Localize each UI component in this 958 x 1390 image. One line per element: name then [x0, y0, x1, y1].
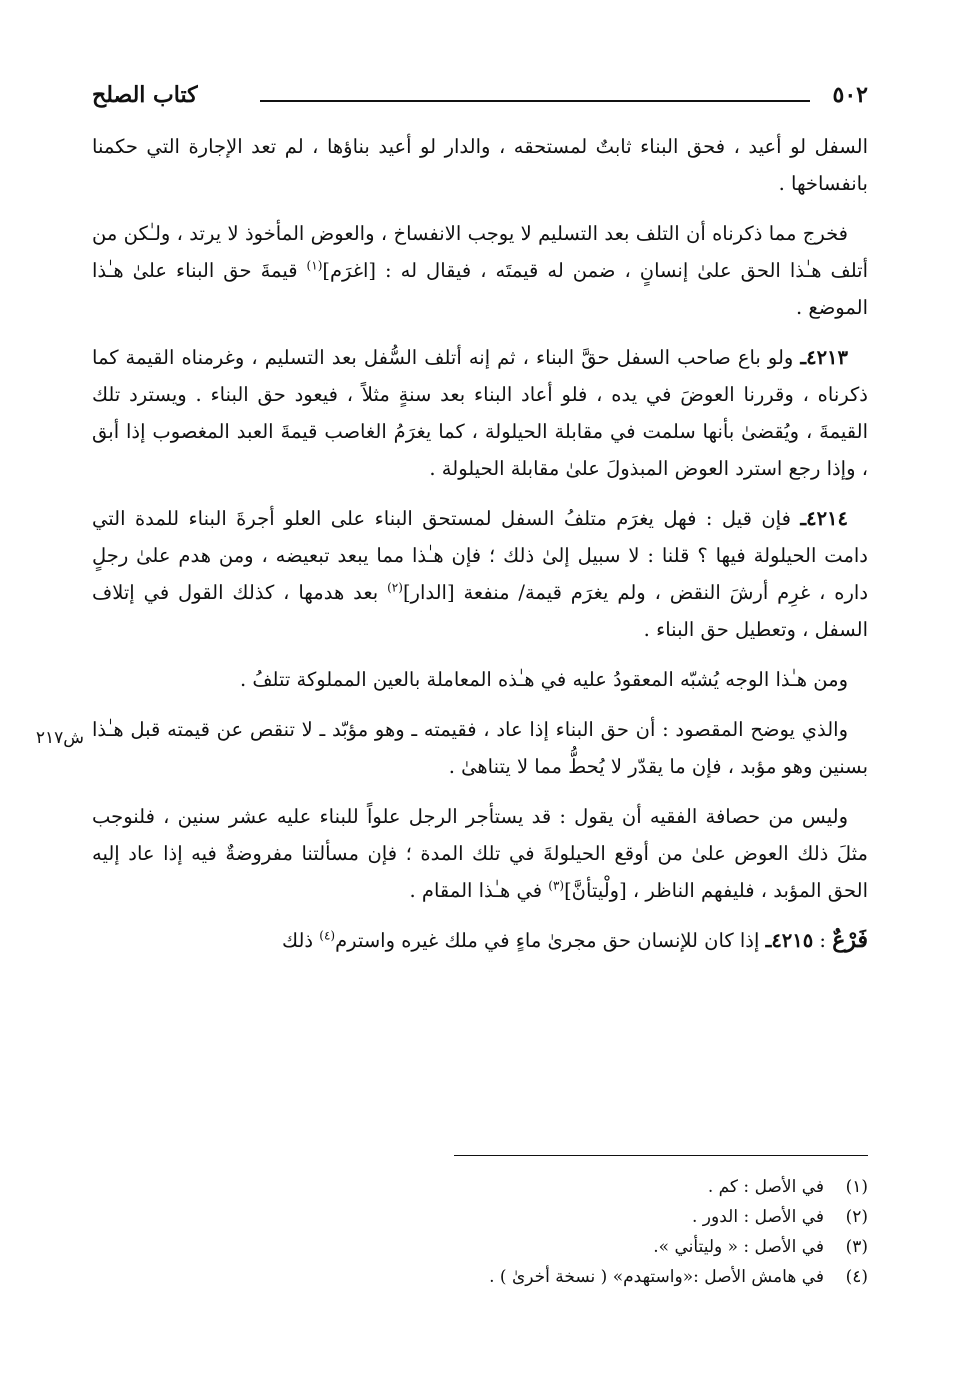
paragraph-5: ومن هـٰذا الوجه يُشبّه المعقودُ عليه في هـٰذه المعاملة بالعين المملوكة تتلفُ .: [239, 668, 848, 691]
branch-label: فَرْعٌ: [832, 927, 868, 953]
footnote-ref-4: (٤): [319, 928, 336, 943]
issue-number: ٤٢١٤ـ: [800, 507, 848, 530]
footnote-item: (١) في الأصل : كم .: [707, 1177, 868, 1197]
issue-number: ٤٢١٣ـ: [800, 346, 848, 369]
paragraph-1: السفل لو أعيد ، فحق البناء ثابتٌ لمستحقه ، والدار لو أعيد بناؤها ، لم تعد الإجارة التي حكمنا بانفساخها .: [92, 135, 868, 195]
paragraph-2: فخرج مما ذكرناه أن التلف بعد التسليم لا يوجب الانفساخ ، والعوض المأخوذ لا يرتد ، ولـٰكن من أتلف هـٰذا الحق علىٰ إنسانٍ ، ضمن له قيمتَه ، فيقال له : [اغرَم]$^{(١)}$ قيمةَ حق البناء علىٰ هـٰذا الموضع .: [92, 222, 868, 319]
footnote-item: (٣) في الأصل : « وليتأني ».: [653, 1237, 868, 1257]
footnote-rule: [454, 1155, 868, 1156]
paragraph-4213: ٤٢١٣ـ ولو باع صاحب السفل حقَّ البناء ، ثم إنه أتلف السُّفل بعد التسليم ، وغرمناه القيمة كما ذكرناه ، وقررنا العوضَ في يده ، فلو أعاد البناء بعد سنةٍ مثلاً ، فيعود حق البناء . ويسترد تلك القيمةَ ، ويُقضىٰ بأنها سلمت في مقابلة الحيلولة ، كما يغرَمُ الغاصب قيمةَ العبد المغصوب إذا أبق ، وإذا رجع استرد العوض المبذولَ علىٰ مقابلة الحيلولة .: [92, 346, 868, 480]
footnote-ref-2: (٢): [387, 580, 403, 595]
paragraph-7: وليس من حصافة الفقيه أن يقول : قد يستأجر الرجل علواً للبناء عليه عشر سنين ، فلنوجب مثلَ ذلك العوض علىٰ من أوقع الحيلولةَ في تلك المدة ؛ فإن مسألتنا مفروضةٌ فيه إذا عاد إليه الحق المؤبد ، فليفهم الناظر ، [ولْيتأنَّ]$^{(٣)}$ في هـٰذا المقام .: [92, 805, 868, 902]
manuscript-folio-note: ش٢١٧: [35, 728, 84, 748]
footnote-item: (٢) في الأصل : الدور .: [691, 1207, 868, 1227]
footnote-ref-3: (٣): [548, 878, 565, 893]
footnotes: [300, 1172, 868, 1292]
issue-number: ٤٢١٥ـ: [765, 929, 814, 952]
paragraph-4214: ٤٢١٤ـ فإن قيل : فهل يغرَم متلفُ السفل لمستحق البناء على العلو أجرةَ البناء للمدة التي دامت الحيلولة فيها ؟ قلنا : لا سبيل إلىٰ ذلك ؛ فإن هـٰذا مما يبعد تبعيضه ، ومن هدم علىٰ رجلٍ داره ، غرِم أرشَ النقض ، ولم يغرَم قيمة/ منفعة [الدار]$^{(٢)}$ بعد هدمها ، كذلك القول في إتلاف السفل ، وتعطيل حق البناء .: [92, 507, 869, 641]
paragraph-4215: فَرْعٌ : ٤٢١٥ـ إذا كان للإنسان حق مجرىٰ ماءٍ في ملك غيره واسترم$^{(٤)}$ ذلك: [282, 927, 868, 953]
chapter-title: كتاب الصلح: [92, 82, 198, 108]
paragraph-6: والذي يوضح المقصود : أن حق البناء إذا عاد ، فقيمته ـ وهو مؤبّد ـ لا تنقص عن قيمته قبل هـٰذا بسنين وهو مؤبد ، فإن ما يقدّر لا يُحطُّ مما لا يتناهىٰ .: [92, 718, 868, 778]
running-header: [92, 80, 868, 120]
header-rule: [260, 100, 810, 102]
footnote-item: (٤) في هامش الأصل :«واستهدم» ( نسخة أخرىٰ ) .: [489, 1267, 868, 1287]
page-number: ٥٠٢: [832, 82, 868, 108]
footnote-ref-1: (١): [306, 258, 323, 273]
main-text: [92, 128, 868, 959]
